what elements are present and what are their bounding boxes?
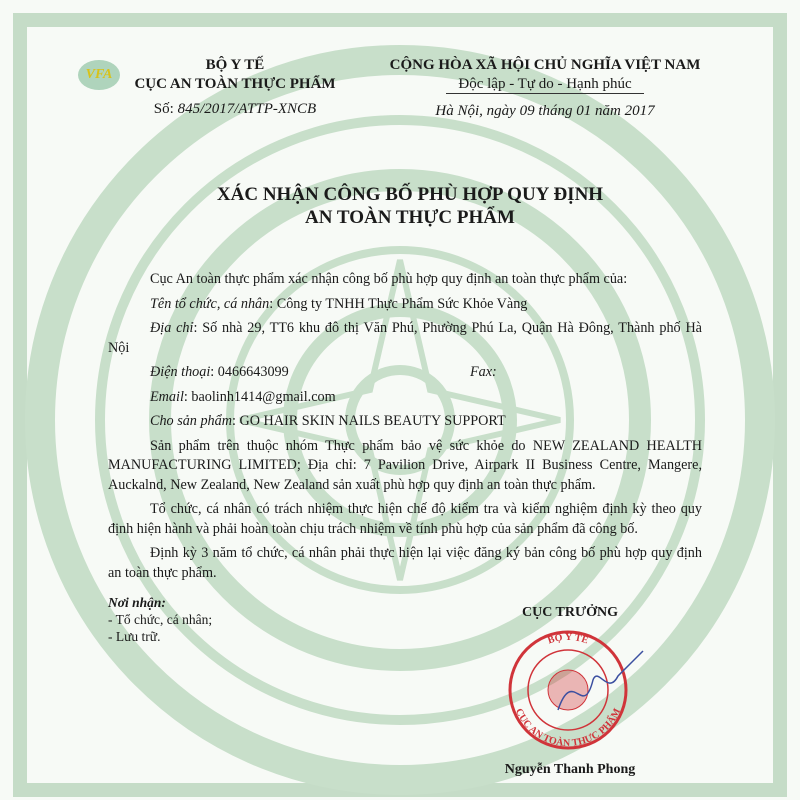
phone-value: : 0466643099 xyxy=(210,364,289,380)
recipient-item: - Lưu trữ. xyxy=(108,629,161,644)
title-line-1: XÁC NHẬN CÔNG BỐ PHÙ HỢP QUY ĐỊNH xyxy=(216,184,604,205)
signer-name: Nguyễn Thanh Phong xyxy=(504,762,636,777)
number-value: 845/2017/ATTP-XNCB xyxy=(177,101,317,117)
agency-name: CỤC AN TOÀN THỰC PHẨM xyxy=(134,76,336,92)
vfa-logo: VFA xyxy=(78,60,120,90)
product-value: : GO HAIR SKIN NAILS BEAUTY SUPPORT xyxy=(231,413,506,429)
organization-row xyxy=(108,295,702,315)
phone-label: Điện thoại xyxy=(150,364,211,380)
fax-label: Fax: xyxy=(470,364,497,380)
ministry-name: BỘ Y TẾ xyxy=(205,57,265,73)
document-body xyxy=(108,270,702,588)
document-number xyxy=(120,100,350,119)
address-row xyxy=(108,319,702,358)
recipient-item: - Tổ chức, cá nhân; xyxy=(108,612,213,627)
org-label: Tên tổ chức, cá nhân xyxy=(150,295,270,312)
number-label: Số: xyxy=(153,101,174,117)
recipients xyxy=(108,594,212,645)
motto-text: Độc lập - Tự do - Hạnh phúc xyxy=(446,76,643,94)
country-name: CỘNG HÒA XÃ HỘI CHỦ NGHĨA VIỆT NAM xyxy=(389,57,701,73)
phone-row xyxy=(108,363,702,383)
org-value: : Công ty TNHH Thực Phẩm Sức Khỏe Vàng xyxy=(269,295,528,312)
stamp-bottom-text: CỤC AN TOÀN THỰC PHẨM xyxy=(512,706,624,750)
renewal-paragraph: Định kỳ 3 năm tổ chức, cá nhân phải thực hiện lại việc đăng ký bản công bố phù hợp quy định an toàn thực phẩm. xyxy=(108,545,702,581)
product-label: Cho sản phẩm xyxy=(150,413,232,429)
product-paragraph: Sản phẩm trên thuộc nhóm Thực phẩm bảo vệ sức khỏe do NEW ZEALAND HEALTH MANUFACTURING LIMITED; Địa chỉ: 7 Pavilion Drive, Airpark II Business Centre, Mangere, Auckalnd, New Zealand, New Zealand sản xuất phù hợp quy định an toàn thực phẩm. xyxy=(108,437,702,493)
signer-title: CỤC TRƯỞNG xyxy=(521,605,619,620)
issue-date: Hà Nội, ngày 09 tháng 01 năm 2017 xyxy=(435,103,655,119)
recipients-label: Nơi nhận: xyxy=(108,595,166,610)
responsibility-paragraph: Tổ chức, cá nhân có trách nhiệm thực hiện chế độ kiểm tra và kiểm nghiệm định kỳ theo quy định hiện hành và phải hoàn toàn chịu trách nhiệm về tính phù hợp của sản phẩm đã công bố. xyxy=(108,501,702,537)
motto xyxy=(380,75,710,94)
official-stamp xyxy=(498,626,648,754)
email-label: Email xyxy=(150,388,184,405)
intro-text: Cục An toàn thực phẩm xác nhận công bố phù hợp quy định an toàn thực phẩm của: xyxy=(150,271,628,287)
svg-text:CỤC AN TOÀN THỰC PHẨM xyxy=(513,706,623,749)
issuer-header xyxy=(120,56,350,119)
email-row xyxy=(108,388,702,408)
address-label: Địa chỉ xyxy=(150,320,194,336)
national-header xyxy=(380,56,710,121)
address-value: : Số nhà 29, TT6 khu đô thị Văn Phú, Phường Phú La, Quận Hà Đông, Thành phố Hà Nội xyxy=(108,320,702,356)
title-line-2: AN TOÀN THỰC PHẨM xyxy=(305,207,515,228)
email-value: : baolinh1414@gmail.com xyxy=(183,388,336,405)
product-row xyxy=(108,412,702,432)
document-title xyxy=(100,183,720,229)
stamp-top-text: BỘ Y TẾ xyxy=(546,631,590,647)
